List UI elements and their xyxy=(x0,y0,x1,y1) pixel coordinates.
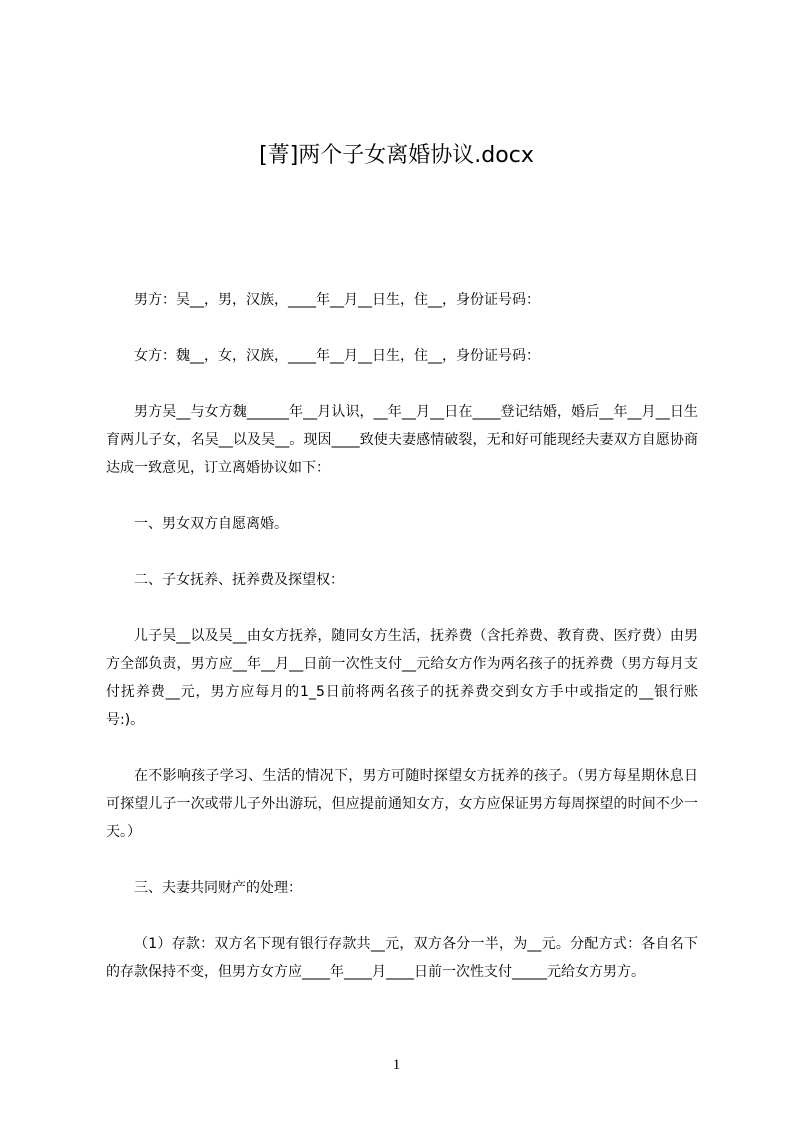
paragraph-visitation: 在不影响孩子学习、生活的情况下，男方可随时探望女方抚养的孩子。（男方每星期休息日可探望儿子一次或带儿子外出游玩，但应提前通知女方，女方应保证男方每周探望的时间不少一天。） xyxy=(106,768,698,840)
clause-one-heading: 一、男女双方自愿离婚。 xyxy=(134,516,288,532)
page-number: 1 xyxy=(392,1057,401,1073)
document-body xyxy=(106,286,698,986)
paragraph-child-custody: 儿子吴__以及吴__由女方抚养，随同女方生活，抚养费（含托养费、教育费、医疗费）由男方全部负责，男方应__年__月__日前一次性支付__元给女方作为两名孩子的抚养费（男方每月支付抚养费__元，男方应每月的1_5日前将两名孩子的抚养费交到女方手中或指定的__银行账号:)。 xyxy=(106,628,698,728)
paragraph-savings: （1）存款：双方名下现有银行存款共__元，双方各分一半，为__元。分配方式：各自名下的存款保持不变，但男方女方应____年____月____日前一次性支付_____元给女方男方。 xyxy=(106,936,698,980)
paragraph-background: 男方吴__与女方魏______年__月认识，__年__月__日在____登记结婚，婚后__年__月__日生育两儿子女，名吴__以及吴__。现因____致使夫妻感情破裂，无和好可能现经夫妻双方自愿协商达成一致意见，订立离婚协议如下： xyxy=(106,404,698,476)
paragraph-husband-info: 男方：吴__，男，汉族，____年__月__日生，住__，身份证号码： xyxy=(134,292,540,308)
clause-three-heading: 三、夫妻共同财产的处理： xyxy=(134,880,302,896)
paragraph-wife-info: 女方：魏__，女，汉族，____年__月__日生，住__，身份证号码： xyxy=(134,348,540,364)
clause-two-heading: 二、子女抚养、抚养费及探望权： xyxy=(134,572,344,588)
document-title: [菁]两个子女离婚协议.docx xyxy=(259,143,534,168)
